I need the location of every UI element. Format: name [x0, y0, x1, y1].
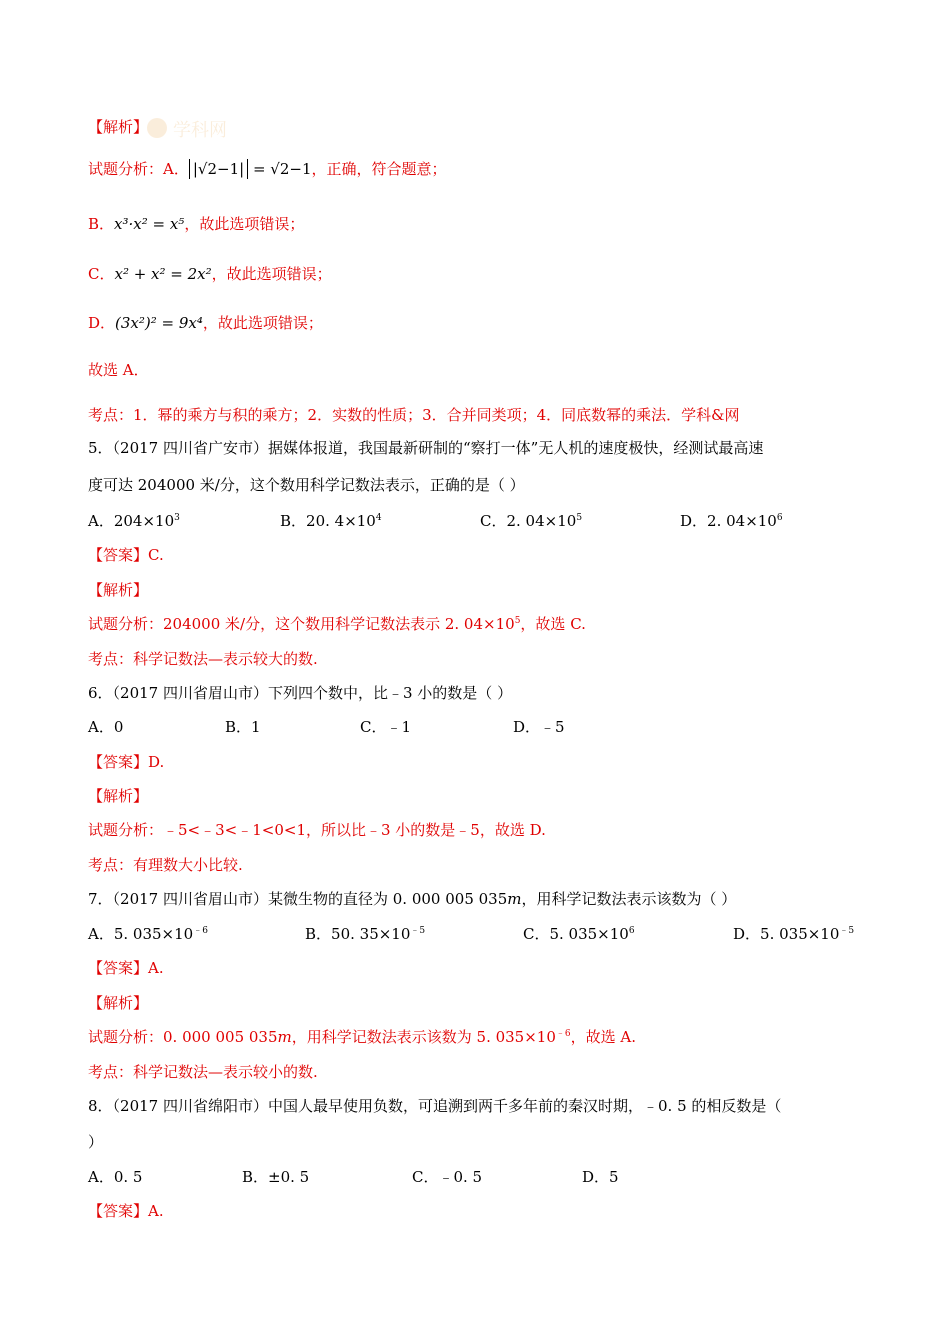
q6-option-b: B．1: [225, 718, 261, 736]
q5-option-a: A．$204\times 10^3$: [88, 512, 180, 530]
q5-jiexi-heading: 【解析】: [88, 581, 149, 599]
q8-option-b: B．±0. 5: [242, 1168, 310, 1186]
analysis-option-d: D．(3x²)² = 9x⁴，故此选项错误；: [88, 314, 323, 332]
q7-option-d: D．5. $035\times 10^{﹣5}$: [733, 925, 855, 943]
analysis-a-prefix: 试题分析：A．: [88, 160, 189, 178]
q5-option-c: C．2. $04\times 10^5$: [480, 512, 583, 530]
q7-option-b: B．50. $35\times 10^{﹣5}$: [305, 925, 426, 943]
q5-stem-line1: 5．（2017 四川省广安市）据媒体报道，我国最新研制的“察打一体”无人机的速度极快，经测试最高速: [88, 439, 764, 457]
analysis-option-c: C．x² + x² = 2x²，故此选项错误；: [88, 265, 332, 283]
kaodian-1: 考点：1．幂的乘方与积的乘方；2．实数的性质；3．合并同类项；4．同底数幂的乘法．学科&网: [88, 406, 740, 424]
q8-stem-line2: ）: [88, 1133, 104, 1151]
analysis-a-suffix: ，正确，符合题意；: [311, 160, 447, 178]
q6-answer: 【答案】D.: [88, 753, 165, 771]
q7-analysis: 试题分析：0. 000 005 035m，用科学记数法表示该数为 5. $035\times 10^{﹣6}$，故选 A.: [88, 1028, 636, 1046]
q6-jiexi-heading: 【解析】: [88, 787, 149, 805]
q6-option-c: C．﹣1: [360, 718, 412, 736]
analysis-c-math: x² + x² = 2x²: [114, 265, 212, 283]
q6-option-a: A．0: [88, 718, 124, 736]
q8-answer: 【答案】A.: [88, 1202, 164, 1220]
q5-kaodian: 考点：科学记数法—表示较大的数.: [88, 650, 318, 668]
analysis-b-math: x³·x² = x⁵: [114, 215, 185, 233]
analysis-d-math: (3x²)² = 9x⁴: [115, 314, 203, 332]
q6-analysis: 试题分析：﹣5<﹣3<﹣1<0<1，所以比﹣3 小的数是﹣5，故选 D.: [88, 821, 546, 839]
q6-option-d: D．﹣5: [513, 718, 565, 736]
watermark-stamp: [145, 108, 295, 158]
q6-kaodian: 考点：有理数大小比较.: [88, 856, 243, 874]
q5-option-b: B．20. $4\times 10^4$: [280, 512, 382, 530]
q7-option-a: A．5. $035\times 10^{﹣6}$: [88, 925, 208, 943]
q8-option-d: D．5: [582, 1168, 619, 1186]
q6-stem: 6．（2017 四川省眉山市）下列四个数中，比﹣3 小的数是（ ）: [88, 684, 513, 702]
q5-answer: 【答案】C.: [88, 546, 164, 564]
analysis-option-a: [88, 159, 447, 179]
q7-stem: 7．（2017 四川省眉山市）某微生物的直径为 0. 000 005 035m，用科学记数法表示该数为（ ）: [88, 890, 737, 908]
jiexi-heading-1: 【解析】: [88, 118, 149, 136]
q7-jiexi-heading: 【解析】: [88, 994, 149, 1012]
q7-answer: 【答案】A.: [88, 959, 164, 977]
svg-text:学科网: 学科网: [173, 120, 227, 140]
q5-analysis: 试题分析：204000 米/分，这个数用科学记数法表示 2. $04\times 10^5$，故选 C.: [88, 615, 586, 633]
analysis-a-math: |√2−1| = √2−1: [189, 160, 312, 178]
q7-kaodian: 考点：科学记数法—表示较小的数.: [88, 1063, 318, 1081]
q8-option-c: C．﹣0. 5: [412, 1168, 483, 1186]
q8-option-a: A．0. 5: [88, 1168, 143, 1186]
q7-option-c: C．5. $035\times 10^6$: [523, 925, 635, 943]
q8-stem-line1: 8．（2017 四川省绵阳市）中国人最早使用负数，可追溯到两千多年前的秦汉时期，﹣0. 5 的相反数是（: [88, 1097, 782, 1115]
choose-answer-1: 故选 A．: [88, 361, 149, 379]
q5-option-d: D．2. $04\times 10^6$: [680, 512, 783, 530]
q5-stem-line2: 度可达 204000 米/分，这个数用科学记数法表示，正确的是（ ）: [88, 476, 525, 494]
analysis-option-b: B．x³·x² = x⁵，故此选项错误；: [88, 215, 305, 233]
